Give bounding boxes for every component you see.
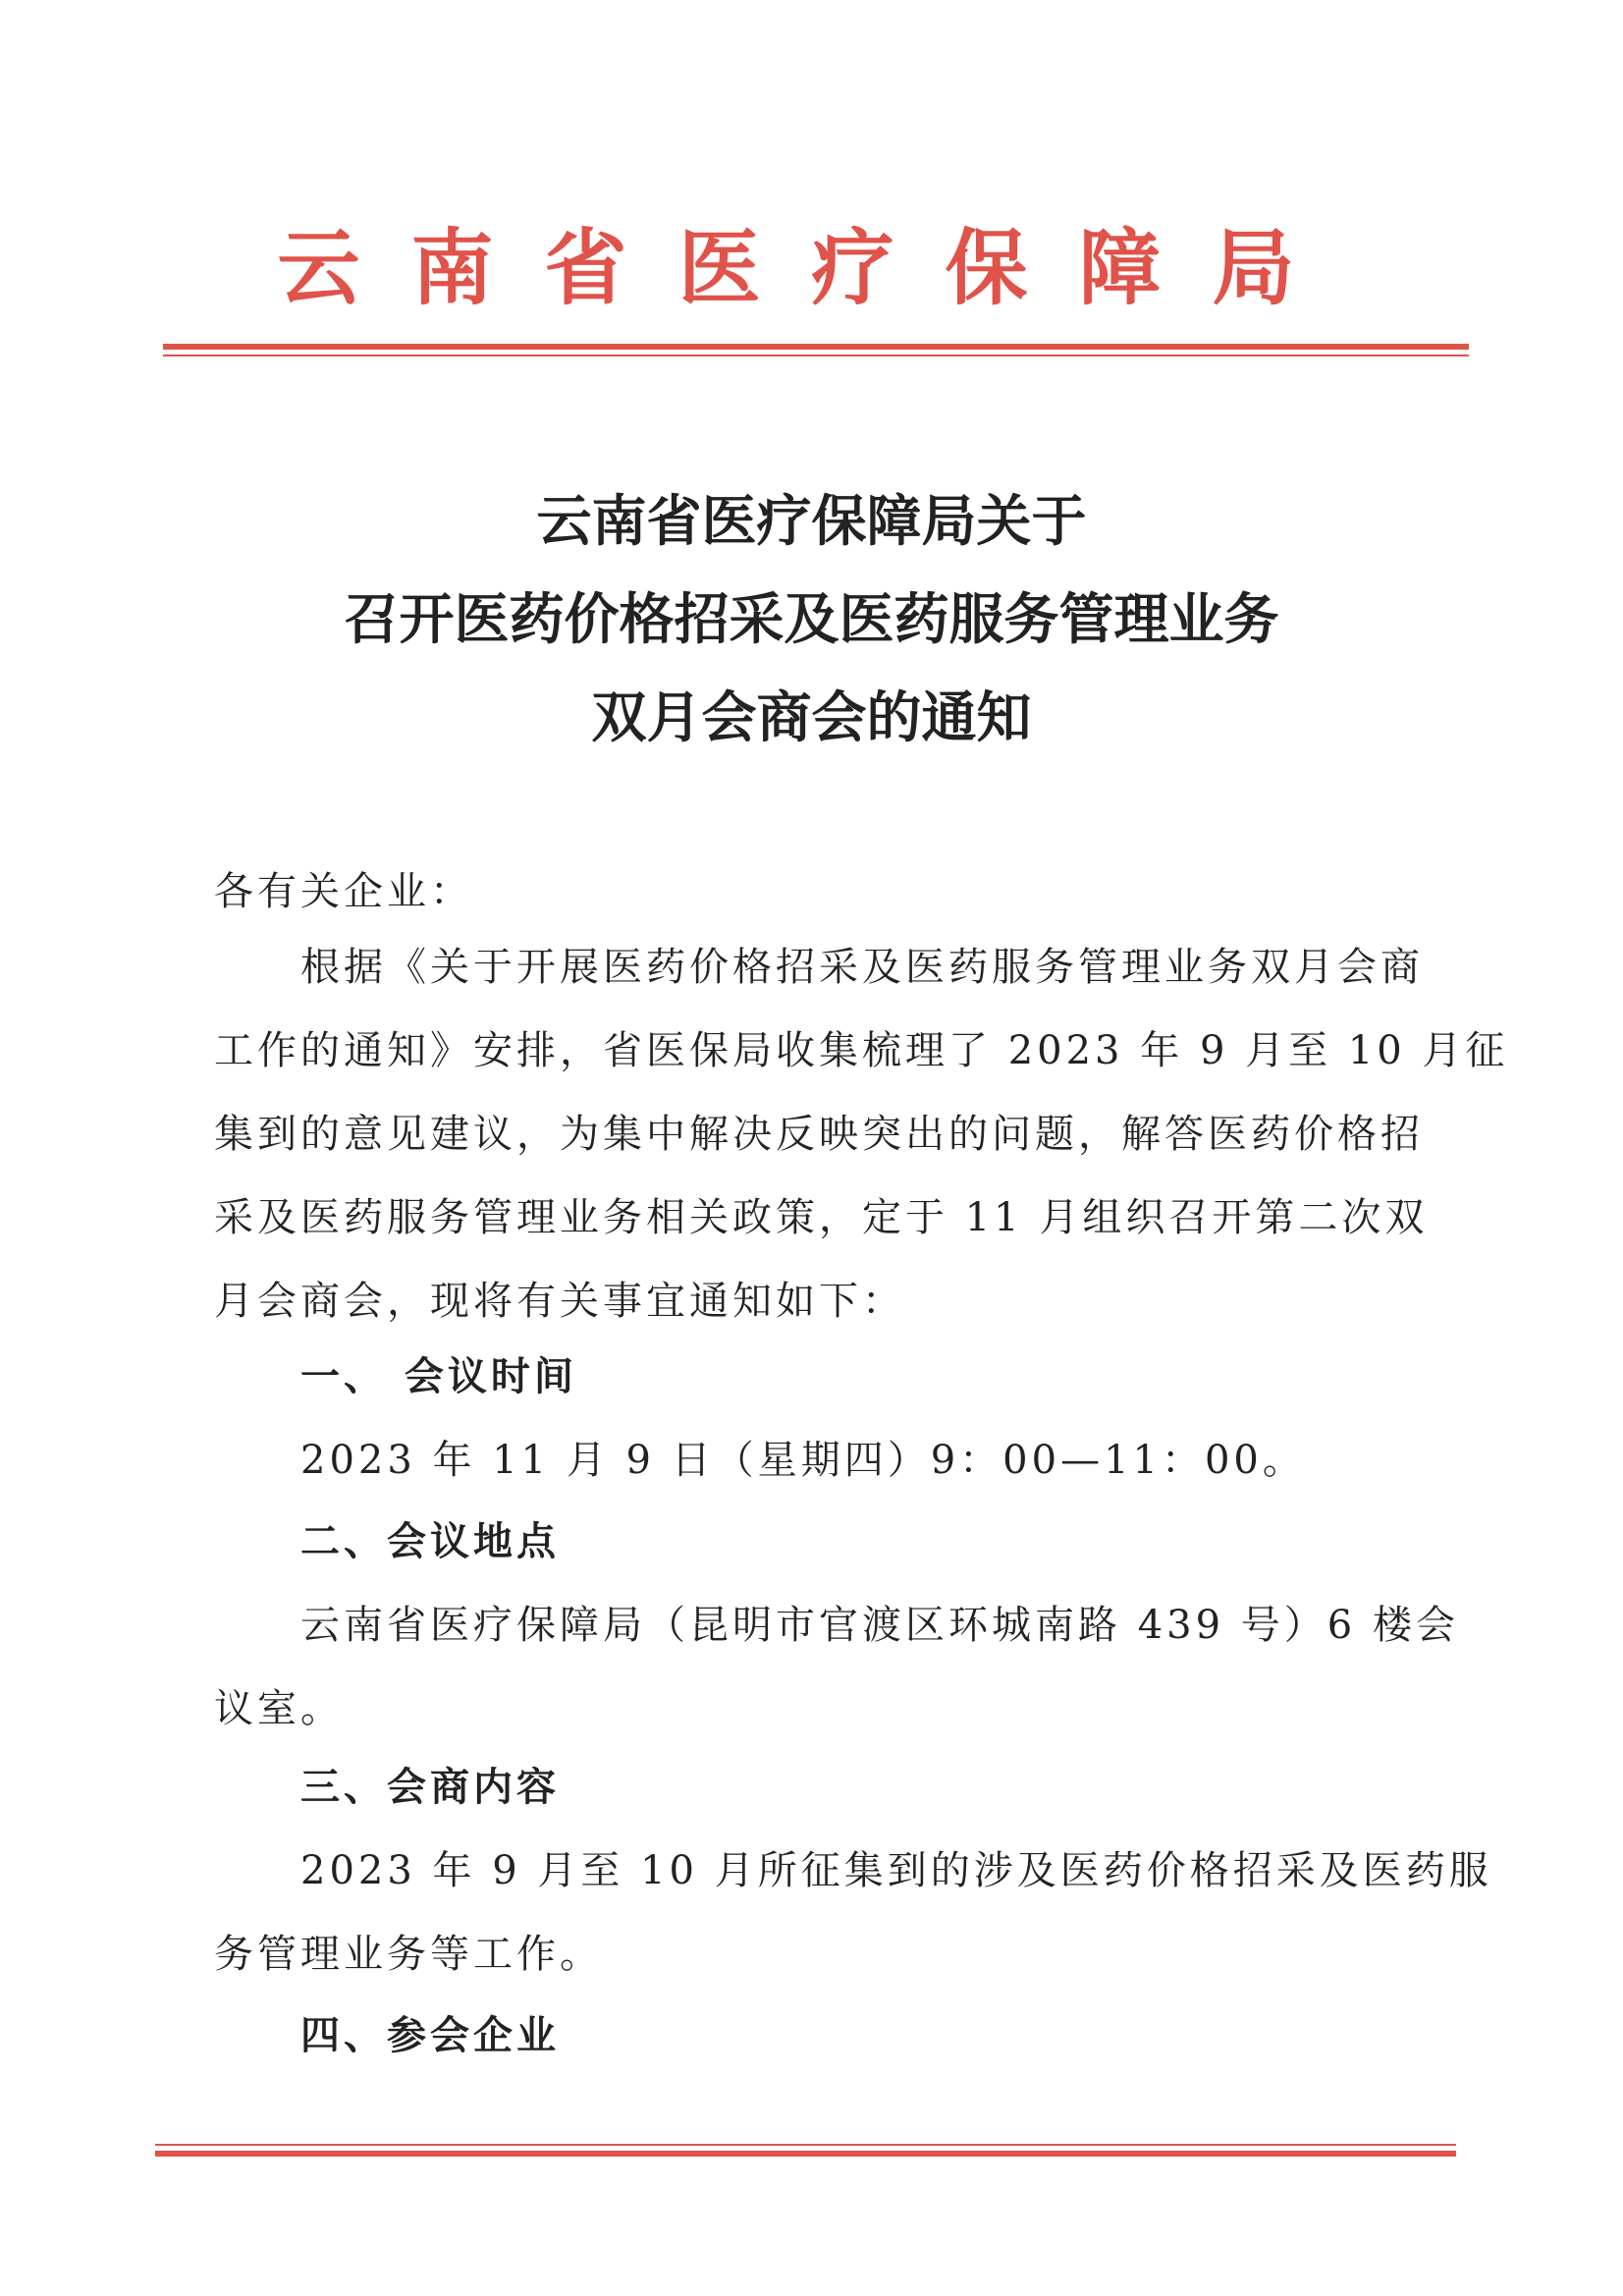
meeting-location-text: 云南省医疗保障局（昆明市官渡区环城南路 439 号）6 楼会 (300, 1603, 1459, 1648)
section-heading-participants: 四、参会企业 (300, 2013, 560, 2058)
meeting-content-text: 2023 年 9 月至 10 月所征集到的涉及医药价格招采及医药服 (300, 1848, 1492, 1893)
meeting-time-text: 2023 年 11 月 9 日（星期四）9：00—11：00。 (300, 1438, 1306, 1483)
meeting-content-text: 务管理业务等工作。 (214, 1932, 603, 1977)
intro-line: 月会商会，现将有关事宜通知如下： (214, 1279, 905, 1324)
meeting-location-text: 议室。 (214, 1686, 344, 1731)
section-heading-location: 二、会议地点 (300, 1519, 560, 1564)
intro-line: 工作的通知》安排，省医保局收集梳理了 2023 年 9 月至 10 月征 (214, 1028, 1509, 1073)
intro-line: 根据《关于开展医药价格招采及医药服务管理业务双月会商 (300, 945, 1424, 990)
intro-line: 采及医药服务管理业务相关政策，定于 11 月组织召开第二次双 (214, 1195, 1429, 1240)
document-title-line-2: 召开医药价格招采及医药服务管理业务 (344, 587, 1279, 652)
section-heading-time: 一、 会议时间 (300, 1354, 577, 1399)
section-heading-content: 三、会商内容 (300, 1765, 560, 1810)
letterhead-divider (163, 344, 1469, 356)
document-title-line-3: 双月会商会的通知 (591, 685, 1032, 750)
salutation: 各有关企业： (214, 869, 473, 914)
document-title-line-1: 云南省医疗保障局关于 (536, 489, 1087, 554)
letterhead-title: 云南省医疗保障局 (277, 219, 1346, 316)
intro-line: 集到的意见建议，为集中解决反映突出的问题，解答医药价格招 (214, 1112, 1424, 1157)
footer-divider (155, 2144, 1456, 2157)
